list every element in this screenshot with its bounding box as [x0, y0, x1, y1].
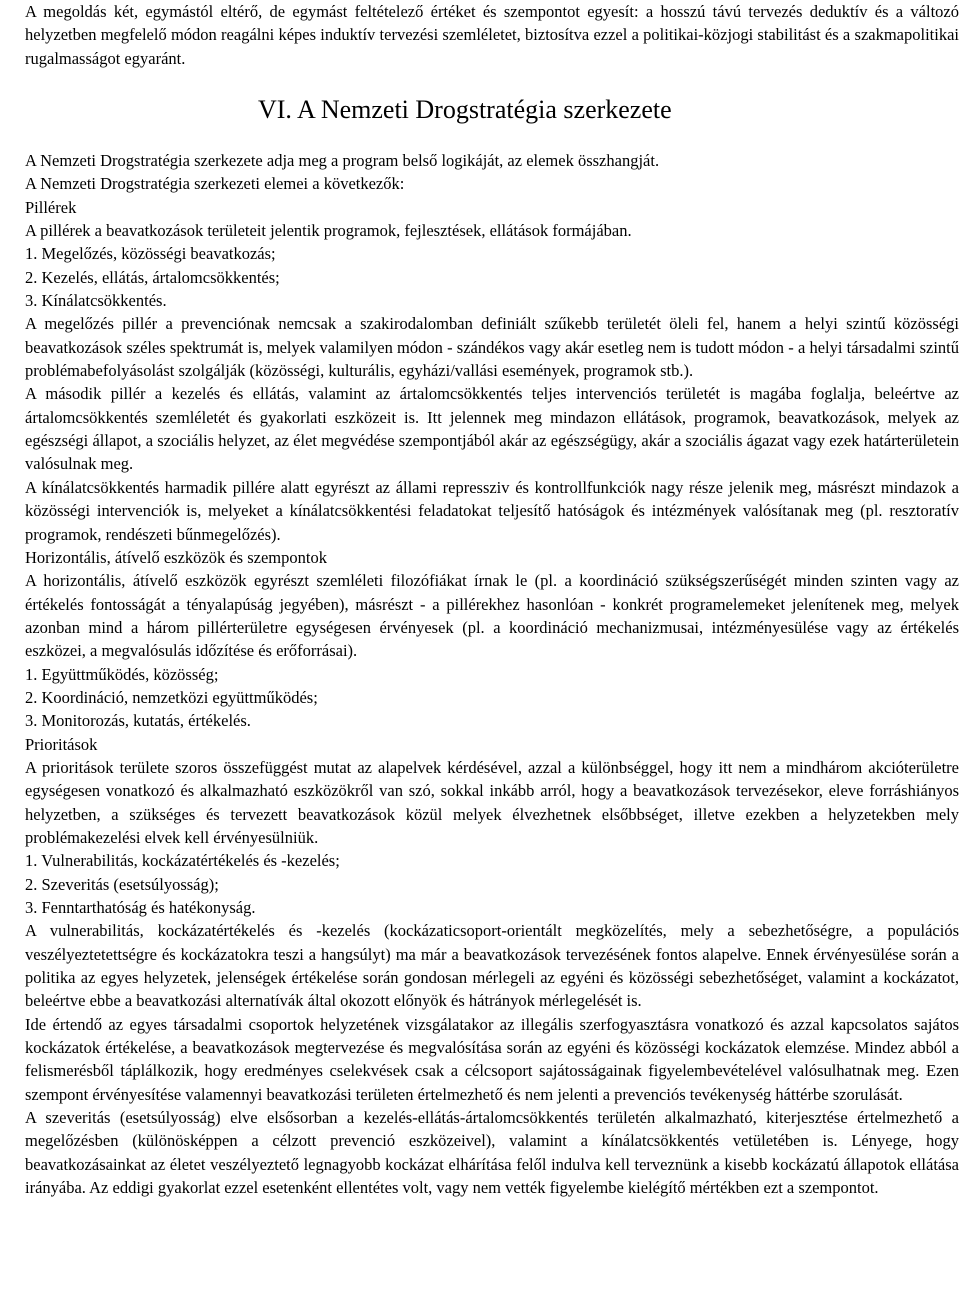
- paragraph: A prioritások területe szoros összefüggést mutat az alapelvek kérdésével, azzal a különbséggel, hogy itt nem a mindhárom akcióterületre egységesen vonatkozó és alkalmazható eszközökről van szó, sokkal inkább arról, hogy a beavatkozások tervezésekor, eleve forráshiányos helyzetben, a szükséges és tervezett beavatkozások közül melyek élvezhetnek elsőbbséget, illetve ezekben a helyzetekben mely problémakezelési elvek kell érvényesülniük.: [25, 757, 959, 847]
- paragraph: A szeveritás (esetsúlyosság) elve elsősorban a kezelés-ellátás-ártalomcsökkentés területén alkalmazható, kiterjesztése értelmezhető a megelőzésben (különösképpen a célzott prevenció eszközeivel), valamint a kínálatcsökkentés vetületében is. Lényege, hogy beavatkozásainkat az életet veszélyeztető legnagyobb kockázat elhárítása felől indulva kell terveznünk a kisebb kockázatú állapotok ellátása irányába. Az eddigi gyakorlat ezzel esetenként ellentétes volt, vagy nem vették figyelembe kielégítő mértékben ezt a szempontot.: [25, 1108, 959, 1198]
- section-body: [25, 149, 959, 1199]
- subheading-pillars: Pillérek: [25, 197, 77, 217]
- subheading-horizontal: Horizontális, átívelő eszközök és szempontok: [25, 547, 327, 567]
- list-item: 1. Vulnerabilitás, kockázatértékelés és -kezelés;: [25, 851, 340, 871]
- subheading-priorities: Prioritások: [25, 734, 98, 754]
- paragraph: A vulnerabilitás, kockázatértékelés és -kezelés (kockázaticsoport-orientált megközelítés, mely a sebezhetőségre, a populációs veszélyeztetettségre és kockázatokra teszi a hangsúlyt) ma már a beavatkozások tervezésének fontos alapelve. Ennek érvényesülése során a politika az egyes helyzetek, jelenségek értékelése során gondosan mérlegeli az egyéni és közösségi sebezhetőséget, valamint a kockázatot, beleértve ebbe a beavatkozási alternatívák által okozott előnyök és hátrányok mérlegelését is.: [25, 921, 959, 1011]
- list-item: 3. Monitorozás, kutatás, értékelés.: [25, 711, 251, 731]
- list-item: 2. Szeveritás (esetsúlyosság);: [25, 874, 219, 894]
- list-item: 2. Kezelés, ellátás, ártalomcsökkentés;: [25, 267, 280, 287]
- list-item: 3. Fenntarthatóság és hatékonyság.: [25, 898, 256, 917]
- paragraph: A második pillér a kezelés és ellátás, valamint az ártalomcsökkentés teljes intervenciós területét is magába foglalja, beleértve az ártalomcsökkentés szemléletét és gyakorlati eszközeit is. Itt jelennek meg mindazon ellátások, programok, beavatkozások, melyek az egészségi állapot, a szociális helyzet, az élet megvédése szempontjából akár az egészségügy, akár a szociális ágazat vagy ezek határterületein valósulnak meg.: [25, 384, 959, 474]
- intro-paragraph: A megoldás két, egymástól eltérő, de egymást feltételező értéket és szempontot egyesít: a hosszú távú tervezés deduktív és a változó helyzetben megfelelő módon reagálni képes induktív tervezési szemléletet, biztosítva ezzel a politikai-közjogi stabilitást és a szakmapolitikai rugalmasságot egyaránt.: [25, 2, 959, 68]
- list-item: 1. Megelőzés, közösségi beavatkozás;: [25, 244, 276, 264]
- list-item: 1. Együttműködés, közösség;: [25, 664, 219, 684]
- paragraph: Ide értendő az egyes társadalmi csoportok helyzetének vizsgálatakor az illegális szerfogyasztásra vonatkozó és azzal kapcsolatos sajátos kockázatok értékelése, a beavatkozások megtervezése és megvalósítása során az egyéni és közösségi kockázatok elemzése. Mindez abból a felismerésből táplálkozik, hogy eredményes cselekvések csak a célcsoport sajátosságainak figyelembevételével valósulhatnak meg. Ezen szempont érvényesítése valamennyi beavatkozási területen értelmezhető és nem jelenti a prevenciós tevékenység háttérbe szorulását.: [25, 1014, 959, 1104]
- paragraph: A kínálatcsökkentés harmadik pillére alatt egyrészt az állami repressziv és kontrollfunkciók nagy része jelenik meg, másrészt mindazok a közösségi intervenciók is, melyeket a kínálatcsökkentési feladatokat teljesítő hatóságok és intézmények valósítanak meg (pl. resztoratív programok, rendészeti bűnmegelőzés).: [25, 477, 959, 544]
- paragraph: A megelőzés pillér a prevenciónak nemcsak a szakirodalomban definiált szűkebb területét öleli fel, hanem a helyi szintű közösségi beavatkozások széles spektrumát is, melyek valamilyen módon - szándékos vagy akár esetleg nem is tudott módon - a helyi társadalmi szintű problémabefolyásolást szolgálják (közösségi, kulturális, egyházi/vallási események, programok stb.).: [25, 314, 959, 381]
- section-heading: VI. A Nemzeti Drogstratégia szerkezete: [258, 95, 672, 124]
- paragraph: A Nemzeti Drogstratégia szerkezete adja meg a program belső logikáját, az elemek összhangját.: [25, 151, 660, 170]
- paragraph: A Nemzeti Drogstratégia szerkezeti elemei a következők:: [25, 174, 405, 194]
- paragraph: A horizontális, átívelő eszközök egyrészt szemléleti filozófiákat írnak le (pl. a koordináció szükségszerűségét minden szinten vagy az értékelés fontosságát a tényalapúság jegyében), másrészt - a pillérekhez hasonlóan - konkrét programelemeket jelenítenek meg, melyek azonban mind a három pillérterületre egységesen érvényesek (pl. a koordináció mechanizmusai, intézményesülése vagy az értékelés eszközei, a megvalósulás időzítése és erőforrásai).: [25, 571, 959, 661]
- paragraph: A pillérek a beavatkozások területeit jelentik programok, fejlesztések, ellátások formájában.: [25, 221, 632, 241]
- list-item: 3. Kínálatcsökkentés.: [25, 291, 167, 311]
- list-item: 2. Koordináció, nemzetközi együttműködés;: [25, 687, 318, 707]
